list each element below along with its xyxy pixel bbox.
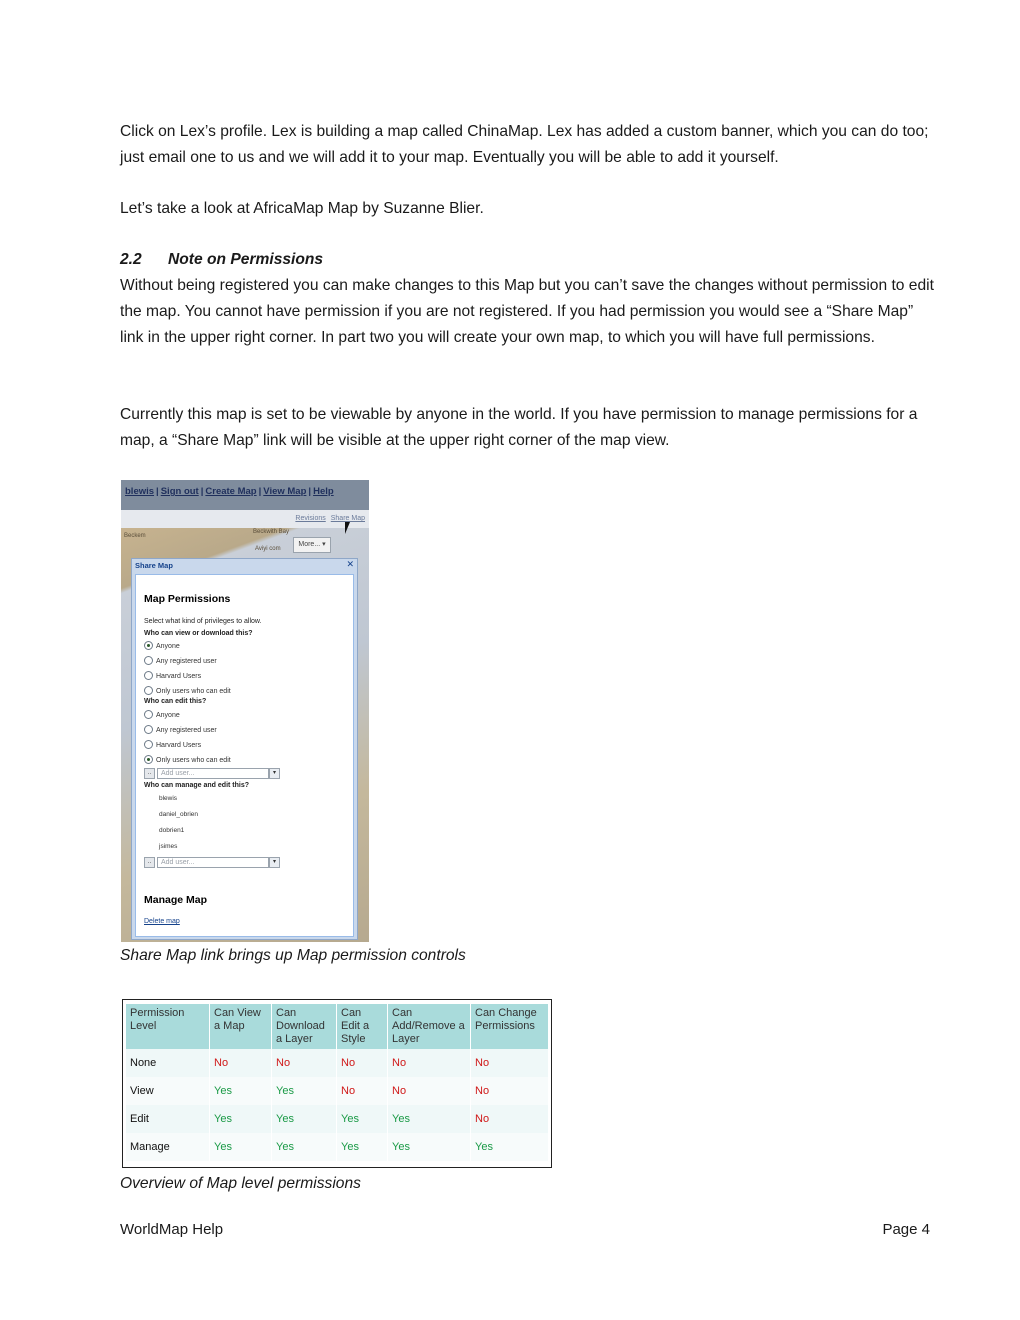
section-title: Note on Permissions [168,251,324,268]
edit-question: Who can edit this? [144,698,207,705]
radio-icon [144,710,153,719]
table-cell-level: Manage [126,1133,210,1161]
privileges-intro: Select what kind of privileges to allow. [144,618,262,625]
edit-radio-editors[interactable] [144,755,231,765]
table-header: Can Add/Remove a Layer [388,1004,471,1049]
more-button[interactable]: More... ▾ [293,537,331,553]
manage-add-user-combo[interactable] [144,857,281,868]
manager-user: dobrien1 [159,827,185,834]
edit-radio-anyone[interactable] [144,710,180,720]
table-cell: Yes [388,1105,471,1133]
table-cell-level: None [126,1049,210,1077]
mouse-cursor-icon [345,522,350,534]
table-header: Can Download a Layer [272,1004,337,1049]
table-cell-level: View [126,1077,210,1105]
radio-selected-icon [144,755,153,764]
table-cell: No [337,1049,388,1077]
paragraph-registration: Without being registered you can make changes to this Map but you can’t save the changes without permission to edit the map. You cannot have permission if you are not registered. If you had permission you would see a “Share Map” link in the upper right corner. In part two you will create your own map, to which you will have full permissions. [120,277,934,346]
map-label: Beckem [124,533,146,539]
share-map-screenshot [121,480,369,942]
map-permissions-heading: Map Permissions [144,593,231,605]
edit-add-user-combo[interactable] [144,768,281,779]
radio-selected-icon [144,641,153,650]
table-cell: No [471,1105,549,1133]
table-cell: No [337,1077,388,1105]
screenshot-top-links: blewis | Sign out | Create Map | View Map | Help [125,486,334,497]
link-create-map[interactable]: Create Map [205,486,257,497]
figure-caption-share-map: Share Map link brings up Map permission controls [120,947,466,964]
table-cell: Yes [272,1133,337,1161]
manager-user: blewis [159,795,178,802]
share-map-dialog [131,558,358,940]
view-question: Who can view or download this? [144,630,253,637]
radio-label: Any registered user [156,658,217,665]
radio-label: Harvard Users [156,673,202,680]
view-radio-editors[interactable] [144,686,231,696]
table-cell: No [388,1049,471,1077]
table-cell: No [471,1077,549,1105]
page-number: Page 4 [882,1221,930,1238]
edit-radio-registered[interactable] [144,725,217,735]
screenshot-top-bar [121,480,369,510]
paragraph-viewable: Currently this map is set to be viewable by anyone in the world. If you have permission to manage permissions for a map, a “Share Map” link will be visible at the upper right corner of the map view. [120,406,918,449]
table-cell: Yes [388,1133,471,1161]
table-header: Permission Level [126,1004,210,1049]
dialog-title: Share Map [135,561,173,570]
radio-label: Only users who can edit [156,688,231,695]
close-icon[interactable]: ✕ [346,559,354,569]
section-number: 2.2 [120,251,142,268]
table-cell: Yes [210,1133,272,1161]
link-sign-out[interactable]: Sign out [160,486,199,497]
section-heading [120,247,323,273]
table-cell: No [471,1049,549,1077]
table-cell-level: Edit [126,1105,210,1133]
table-cell: Yes [272,1077,337,1105]
map-label: Beckwith Bay [253,529,290,535]
view-radio-harvard[interactable] [144,671,201,681]
table-header-row [126,1004,549,1049]
link-view-map[interactable]: View Map [263,486,307,497]
paragraph-lex-profile: Click on Lex’s profile. Lex is building a map called ChinaMap. Lex has added a custom banner, which you can do too; just email one to us and we will add it to your map. Eventually you will be able to add it yourself. [120,123,929,166]
view-radio-registered[interactable] [144,656,217,666]
table-cell: No [272,1049,337,1077]
table-cell: Yes [272,1105,337,1133]
table-cell: Yes [210,1077,272,1105]
table-row [126,1049,549,1077]
radio-icon [144,671,153,680]
edit-radio-harvard[interactable] [144,740,201,750]
radio-icon [144,725,153,734]
table-cell: No [388,1077,471,1105]
link-help[interactable]: Help [313,486,334,497]
radio-label: Anyone [156,643,180,650]
table-row [126,1133,549,1161]
radio-icon [144,656,153,665]
table-header: Can View a Map [210,1004,272,1049]
chevron-down-icon[interactable]: ▾ [269,857,280,868]
add-user-input[interactable]: Add user... [157,768,269,779]
manager-user: jsimes [159,843,178,850]
link-blewis[interactable]: blewis [125,486,155,497]
figure-caption-permissions: Overview of Map level permissions [120,1175,361,1192]
map-label: Aviyi com [255,546,281,552]
link-share-map[interactable]: Share Map [330,515,365,522]
table-cell: Yes [210,1105,272,1133]
table-header: Can Change Permissions [471,1004,549,1049]
add-user-input[interactable]: Add user... [157,857,269,868]
radio-icon [144,740,153,749]
permissions-table [126,1004,549,1161]
manage-map-heading: Manage Map [144,894,208,906]
radio-label: Anyone [156,712,180,719]
combo-button[interactable]: .. [144,768,155,779]
table-cell: Yes [337,1133,388,1161]
combo-button[interactable]: .. [144,857,155,868]
view-radio-anyone[interactable] [144,641,180,651]
manager-user: daniel_obrien [159,811,199,818]
radio-label: Any registered user [156,727,217,734]
chevron-down-icon[interactable]: ▾ [269,768,280,779]
radio-label: Harvard Users [156,742,202,749]
paragraph-africamap: Let’s take a look at AfricaMap Map by Suzanne Blier. [120,200,484,217]
radio-label: Only users who can edit [156,757,231,764]
footer-title: WorldMap Help [120,1221,224,1238]
table-cell: Yes [337,1105,388,1133]
delete-map-link[interactable]: Delete map [144,918,180,925]
table-header: Can Edit a Style [337,1004,388,1049]
table-cell: Yes [471,1133,549,1161]
radio-icon [144,686,153,695]
table-cell: No [210,1049,272,1077]
table-row [126,1105,549,1133]
permissions-table-frame [122,999,552,1168]
link-revisions[interactable]: Revisions [295,515,326,522]
screenshot-sub-bar [121,510,369,528]
table-row [126,1077,549,1105]
dialog-body [135,574,354,937]
manage-question: Who can manage and edit this? [144,782,250,789]
